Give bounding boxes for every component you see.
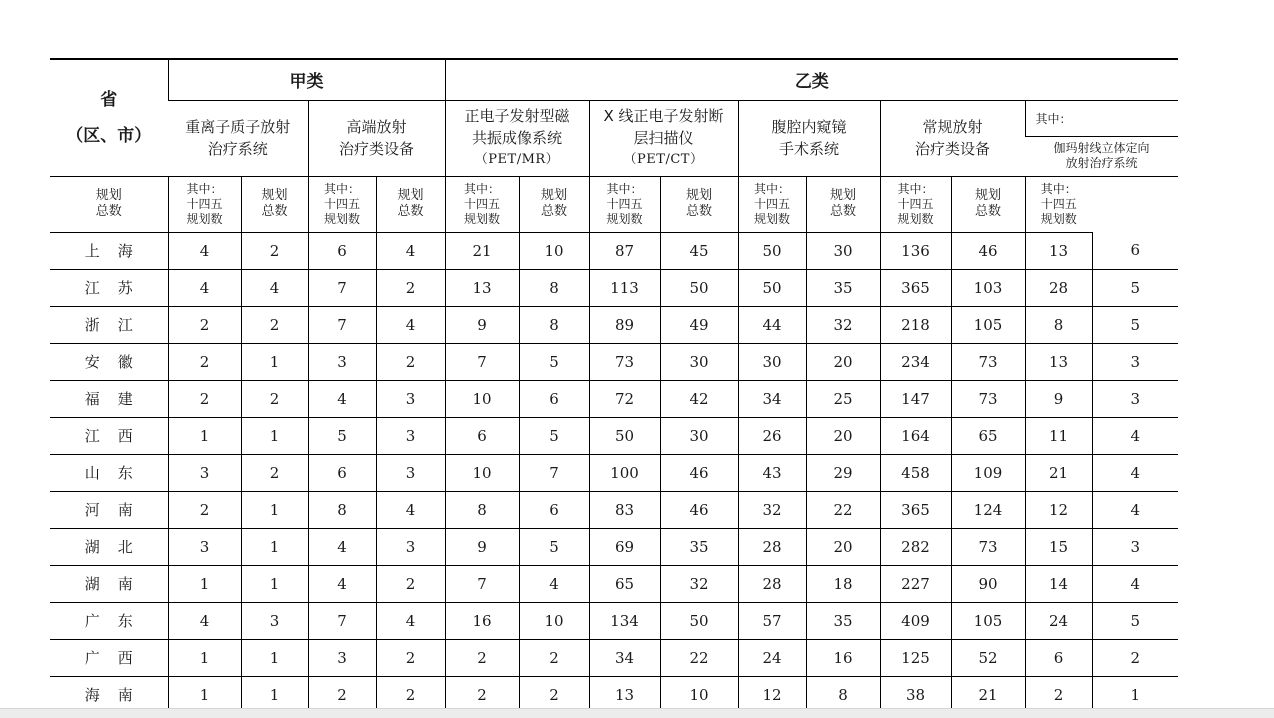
value-cell: 4 — [1092, 417, 1178, 454]
value-cell: 2 — [241, 232, 308, 269]
value-cell: 2 — [241, 306, 308, 343]
value-cell: 3 — [1092, 343, 1178, 380]
value-cell: 7 — [519, 454, 589, 491]
value-cell: 1 — [241, 343, 308, 380]
value-cell: 5 — [308, 417, 376, 454]
subset-label: 其中： — [1025, 100, 1178, 136]
table-row — [50, 491, 1178, 528]
value-cell: 409 — [880, 602, 951, 639]
subheader-line: 十四五 — [606, 196, 643, 211]
value-cell: 89 — [589, 306, 660, 343]
value-cell: 15 — [1025, 528, 1092, 565]
value-cell: 1 — [168, 565, 241, 602]
table-row — [50, 417, 1178, 454]
value-cell: 2 — [445, 639, 519, 676]
subheader-line: 规划数 — [753, 211, 790, 226]
table-row — [50, 454, 1178, 491]
value-cell: 10 — [660, 676, 738, 713]
value-cell: 3 — [1092, 528, 1178, 565]
value-cell: 28 — [738, 528, 806, 565]
province-cell: 安徽 — [50, 343, 168, 380]
value-cell: 458 — [880, 454, 951, 491]
value-cell: 6 — [1025, 639, 1092, 676]
equip-header-line: 放射治疗系统 — [1065, 156, 1138, 170]
value-cell: 105 — [951, 602, 1025, 639]
subheader-line: 总数 — [974, 204, 1001, 219]
province-cell: 山东 — [50, 454, 168, 491]
value-cell: 6 — [1092, 232, 1178, 269]
value-cell: 1 — [168, 417, 241, 454]
value-cell: 30 — [806, 232, 880, 269]
value-cell: 3 — [308, 639, 376, 676]
value-cell: 2 — [376, 639, 445, 676]
value-cell: 3 — [168, 528, 241, 565]
equip-header-line: 共振成像系统 — [471, 129, 562, 147]
equip-header-line: 治疗类设备 — [338, 140, 414, 158]
equip-header-line: 层扫描仪 — [633, 129, 694, 147]
subheader-line: 总数 — [261, 204, 288, 219]
table-body — [50, 232, 1178, 713]
value-cell: 46 — [951, 232, 1025, 269]
value-cell: 3 — [376, 528, 445, 565]
equip-header-line: （PET/MR） — [474, 152, 560, 167]
table-row — [50, 306, 1178, 343]
table-row — [50, 380, 1178, 417]
value-cell: 73 — [951, 343, 1025, 380]
class-b-header: 乙类 — [445, 59, 1178, 100]
value-cell: 4 — [519, 565, 589, 602]
value-cell: 14 — [1025, 565, 1092, 602]
province-header-line1: 省 — [100, 89, 118, 110]
subheader-planned-total — [50, 176, 168, 232]
value-cell: 73 — [589, 343, 660, 380]
value-cell: 16 — [445, 602, 519, 639]
subheader-line: 总数 — [685, 204, 712, 219]
subheader-line: 十四五 — [323, 196, 360, 211]
value-cell: 87 — [589, 232, 660, 269]
value-cell: 1 — [241, 565, 308, 602]
value-cell: 105 — [951, 306, 1025, 343]
subheader-line: 十四五 — [897, 196, 934, 211]
equip-header-line: 腹腔内窥镜 — [771, 118, 847, 136]
value-cell: 7 — [445, 343, 519, 380]
subheader-line: 规划 — [397, 188, 424, 203]
value-cell: 29 — [806, 454, 880, 491]
equip-header-line: 治疗类设备 — [914, 140, 990, 158]
value-cell: 2 — [376, 565, 445, 602]
value-cell: 25 — [806, 380, 880, 417]
value-cell: 4 — [1092, 565, 1178, 602]
value-cell: 2 — [519, 676, 589, 713]
value-cell: 4 — [376, 306, 445, 343]
value-cell: 50 — [738, 232, 806, 269]
value-cell: 4 — [1092, 454, 1178, 491]
value-cell: 46 — [660, 491, 738, 528]
equip-header-gamma-knife — [1025, 136, 1178, 176]
value-cell: 10 — [519, 232, 589, 269]
value-cell: 83 — [589, 491, 660, 528]
subheader-14th-five-year — [1025, 176, 1092, 232]
province-cell: 湖北 — [50, 528, 168, 565]
value-cell: 4 — [308, 565, 376, 602]
value-cell: 136 — [880, 232, 951, 269]
value-cell: 45 — [660, 232, 738, 269]
province-cell: 湖南 — [50, 565, 168, 602]
value-cell: 43 — [738, 454, 806, 491]
value-cell: 125 — [880, 639, 951, 676]
value-cell: 2 — [445, 676, 519, 713]
value-cell: 28 — [738, 565, 806, 602]
value-cell: 65 — [589, 565, 660, 602]
value-cell: 52 — [951, 639, 1025, 676]
subheader-14th-five-year — [738, 176, 806, 232]
value-cell: 2 — [168, 491, 241, 528]
value-cell: 4 — [1092, 491, 1178, 528]
value-cell: 3 — [241, 602, 308, 639]
value-cell: 3 — [168, 454, 241, 491]
value-cell: 5 — [1092, 269, 1178, 306]
value-cell: 8 — [519, 269, 589, 306]
value-cell: 49 — [660, 306, 738, 343]
subheader-planned-total — [806, 176, 880, 232]
equip-header-line: 手术系统 — [778, 140, 839, 158]
value-cell: 282 — [880, 528, 951, 565]
subheader-line: 规划 — [261, 188, 288, 203]
value-cell: 1 — [241, 676, 308, 713]
subheader-planned-total — [241, 176, 308, 232]
value-cell: 234 — [880, 343, 951, 380]
value-cell: 10 — [519, 602, 589, 639]
table-row — [50, 639, 1178, 676]
value-cell: 4 — [376, 491, 445, 528]
value-cell: 12 — [738, 676, 806, 713]
subheader-14th-five-year — [308, 176, 376, 232]
value-cell: 2 — [376, 343, 445, 380]
value-cell: 2 — [168, 380, 241, 417]
value-cell: 35 — [806, 269, 880, 306]
equip-header-laparoscopic — [738, 100, 880, 176]
equip-header-line: 治疗系统 — [207, 140, 268, 158]
subheader-line: 规划 — [540, 188, 567, 203]
value-cell: 365 — [880, 491, 951, 528]
value-cell: 3 — [308, 343, 376, 380]
value-cell: 13 — [589, 676, 660, 713]
value-cell: 1 — [168, 639, 241, 676]
subheader-line: 规划 — [829, 188, 856, 203]
value-cell: 103 — [951, 269, 1025, 306]
value-cell: 72 — [589, 380, 660, 417]
value-cell: 21 — [1025, 454, 1092, 491]
value-cell: 26 — [738, 417, 806, 454]
subheader-line: 总数 — [95, 204, 122, 219]
value-cell: 30 — [660, 343, 738, 380]
value-cell: 164 — [880, 417, 951, 454]
value-cell: 30 — [738, 343, 806, 380]
value-cell: 46 — [660, 454, 738, 491]
equip-header-pet-mr — [445, 100, 589, 176]
value-cell: 1 — [1092, 676, 1178, 713]
value-cell: 5 — [519, 417, 589, 454]
value-cell: 8 — [1025, 306, 1092, 343]
subheader-line: 总数 — [540, 204, 567, 219]
value-cell: 4 — [376, 232, 445, 269]
subheader-planned-total — [951, 176, 1025, 232]
subheader-line: 总数 — [397, 204, 424, 219]
subheader-line: 规划 — [95, 188, 122, 203]
subheader-line: 总数 — [829, 204, 856, 219]
subheader-14th-five-year — [168, 176, 241, 232]
value-cell: 1 — [241, 639, 308, 676]
value-cell: 18 — [806, 565, 880, 602]
value-cell: 2 — [241, 454, 308, 491]
value-cell: 4 — [308, 528, 376, 565]
equip-header-conventional-radiotherapy — [880, 100, 1025, 176]
value-cell: 6 — [445, 417, 519, 454]
subheader-planned-total — [376, 176, 445, 232]
value-cell: 21 — [951, 676, 1025, 713]
value-cell: 2 — [241, 380, 308, 417]
subheader-line: 其中： — [606, 181, 643, 196]
value-cell: 2 — [308, 676, 376, 713]
subheader-line: 其中： — [897, 181, 934, 196]
value-cell: 7 — [308, 269, 376, 306]
value-cell: 34 — [738, 380, 806, 417]
subheader-line: 其中： — [323, 181, 360, 196]
value-cell: 28 — [1025, 269, 1092, 306]
value-cell: 6 — [308, 232, 376, 269]
value-cell: 4 — [241, 269, 308, 306]
subheader-line: 其中： — [186, 181, 223, 196]
value-cell: 73 — [951, 528, 1025, 565]
value-cell: 35 — [660, 528, 738, 565]
subheader-line: 规划 — [685, 188, 712, 203]
subheader-line: 十四五 — [186, 196, 223, 211]
value-cell: 218 — [880, 306, 951, 343]
subheader-line: 规划数 — [186, 211, 223, 226]
value-cell: 13 — [445, 269, 519, 306]
province-cell: 广东 — [50, 602, 168, 639]
value-cell: 124 — [951, 491, 1025, 528]
value-cell: 34 — [589, 639, 660, 676]
value-cell: 4 — [168, 602, 241, 639]
equip-header-line: X 线正电子发射断 — [603, 107, 724, 125]
subheader-line: 规划数 — [323, 211, 360, 226]
value-cell: 12 — [1025, 491, 1092, 528]
value-cell: 20 — [806, 417, 880, 454]
value-cell: 20 — [806, 343, 880, 380]
equip-header-line: 正电子发射型磁 — [464, 107, 570, 125]
value-cell: 227 — [880, 565, 951, 602]
subheader-line: 其中： — [1040, 181, 1077, 196]
value-cell: 57 — [738, 602, 806, 639]
sub-header-row — [50, 176, 1178, 232]
table-row — [50, 343, 1178, 380]
subheader-line: 其中： — [753, 181, 790, 196]
table-row — [50, 602, 1178, 639]
province-header — [50, 59, 168, 176]
subheader-line: 规划 — [974, 188, 1001, 203]
value-cell: 4 — [376, 602, 445, 639]
value-cell: 1 — [241, 417, 308, 454]
value-cell: 10 — [445, 380, 519, 417]
value-cell: 24 — [1025, 602, 1092, 639]
value-cell: 50 — [660, 602, 738, 639]
value-cell: 8 — [308, 491, 376, 528]
value-cell: 11 — [1025, 417, 1092, 454]
value-cell: 3 — [376, 417, 445, 454]
value-cell: 3 — [376, 380, 445, 417]
value-cell: 50 — [738, 269, 806, 306]
value-cell: 16 — [806, 639, 880, 676]
class-a-header: 甲类 — [168, 59, 445, 100]
value-cell: 5 — [519, 528, 589, 565]
province-cell: 广西 — [50, 639, 168, 676]
value-cell: 9 — [1025, 380, 1092, 417]
value-cell: 134 — [589, 602, 660, 639]
value-cell: 7 — [308, 602, 376, 639]
value-cell: 65 — [951, 417, 1025, 454]
value-cell: 90 — [951, 565, 1025, 602]
subheader-line: 规划数 — [463, 211, 500, 226]
value-cell: 6 — [519, 380, 589, 417]
value-cell: 3 — [1092, 380, 1178, 417]
subheader-line: 规划数 — [897, 211, 934, 226]
equip-header-pet-ct — [589, 100, 738, 176]
value-cell: 6 — [308, 454, 376, 491]
value-cell: 147 — [880, 380, 951, 417]
table-row — [50, 565, 1178, 602]
province-cell: 江苏 — [50, 269, 168, 306]
value-cell: 9 — [445, 306, 519, 343]
value-cell: 9 — [445, 528, 519, 565]
value-cell: 24 — [738, 639, 806, 676]
value-cell: 2 — [376, 676, 445, 713]
province-cell: 浙江 — [50, 306, 168, 343]
value-cell: 10 — [445, 454, 519, 491]
value-cell: 32 — [806, 306, 880, 343]
value-cell: 8 — [445, 491, 519, 528]
value-cell: 32 — [660, 565, 738, 602]
value-cell: 113 — [589, 269, 660, 306]
equip-header-line: 重离子质子放射 — [185, 118, 291, 136]
value-cell: 1 — [241, 528, 308, 565]
value-cell: 22 — [806, 491, 880, 528]
value-cell: 2 — [1092, 639, 1178, 676]
value-cell: 32 — [738, 491, 806, 528]
value-cell: 2 — [168, 306, 241, 343]
equip-header-heavy-ion — [168, 100, 308, 176]
value-cell: 30 — [660, 417, 738, 454]
value-cell: 5 — [1092, 602, 1178, 639]
value-cell: 7 — [445, 565, 519, 602]
subheader-14th-five-year — [589, 176, 660, 232]
subheader-line: 十四五 — [1040, 196, 1077, 211]
value-cell: 4 — [168, 232, 241, 269]
value-cell: 35 — [806, 602, 880, 639]
value-cell: 22 — [660, 639, 738, 676]
province-cell: 河南 — [50, 491, 168, 528]
value-cell: 4 — [168, 269, 241, 306]
value-cell: 20 — [806, 528, 880, 565]
equip-header-high-end-radiotherapy — [308, 100, 445, 176]
equip-header-line: 伽玛射线立体定向 — [1053, 141, 1150, 155]
value-cell: 69 — [589, 528, 660, 565]
value-cell: 44 — [738, 306, 806, 343]
subheader-14th-five-year — [880, 176, 951, 232]
subheader-line: 规划数 — [606, 211, 643, 226]
value-cell: 7 — [308, 306, 376, 343]
subheader-planned-total — [660, 176, 738, 232]
value-cell: 2 — [168, 343, 241, 380]
value-cell: 5 — [1092, 306, 1178, 343]
value-cell: 100 — [589, 454, 660, 491]
province-cell: 福建 — [50, 380, 168, 417]
value-cell: 21 — [445, 232, 519, 269]
subheader-line: 十四五 — [753, 196, 790, 211]
equip-header-line: 常规放射 — [922, 118, 983, 136]
table-row — [50, 269, 1178, 306]
province-header-line2: （区、市） — [66, 125, 152, 146]
value-cell: 1 — [241, 491, 308, 528]
value-cell: 3 — [376, 454, 445, 491]
value-cell: 8 — [519, 306, 589, 343]
value-cell: 42 — [660, 380, 738, 417]
value-cell: 8 — [806, 676, 880, 713]
province-cell: 海南 — [50, 676, 168, 713]
table-row — [50, 232, 1178, 269]
value-cell: 2 — [519, 639, 589, 676]
value-cell: 38 — [880, 676, 951, 713]
value-cell: 13 — [1025, 343, 1092, 380]
value-cell: 73 — [951, 380, 1025, 417]
value-cell: 2 — [1025, 676, 1092, 713]
subheader-line: 其中： — [463, 181, 500, 196]
subheader-planned-total — [519, 176, 589, 232]
value-cell: 365 — [880, 269, 951, 306]
table-row — [50, 528, 1178, 565]
value-cell: 50 — [589, 417, 660, 454]
equip-header-line: 高端放射 — [346, 118, 407, 136]
value-cell: 50 — [660, 269, 738, 306]
value-cell: 6 — [519, 491, 589, 528]
value-cell: 4 — [308, 380, 376, 417]
value-cell: 2 — [376, 269, 445, 306]
value-cell: 109 — [951, 454, 1025, 491]
value-cell: 1 — [168, 676, 241, 713]
equipment-plan-table — [50, 58, 1178, 714]
value-cell: 13 — [1025, 232, 1092, 269]
subheader-line: 规划数 — [1040, 211, 1077, 226]
equip-header-line: （PET/CT） — [623, 152, 704, 167]
province-cell: 上海 — [50, 232, 168, 269]
subheader-14th-five-year — [445, 176, 519, 232]
value-cell: 5 — [519, 343, 589, 380]
province-cell: 江西 — [50, 417, 168, 454]
subheader-line: 十四五 — [463, 196, 500, 211]
